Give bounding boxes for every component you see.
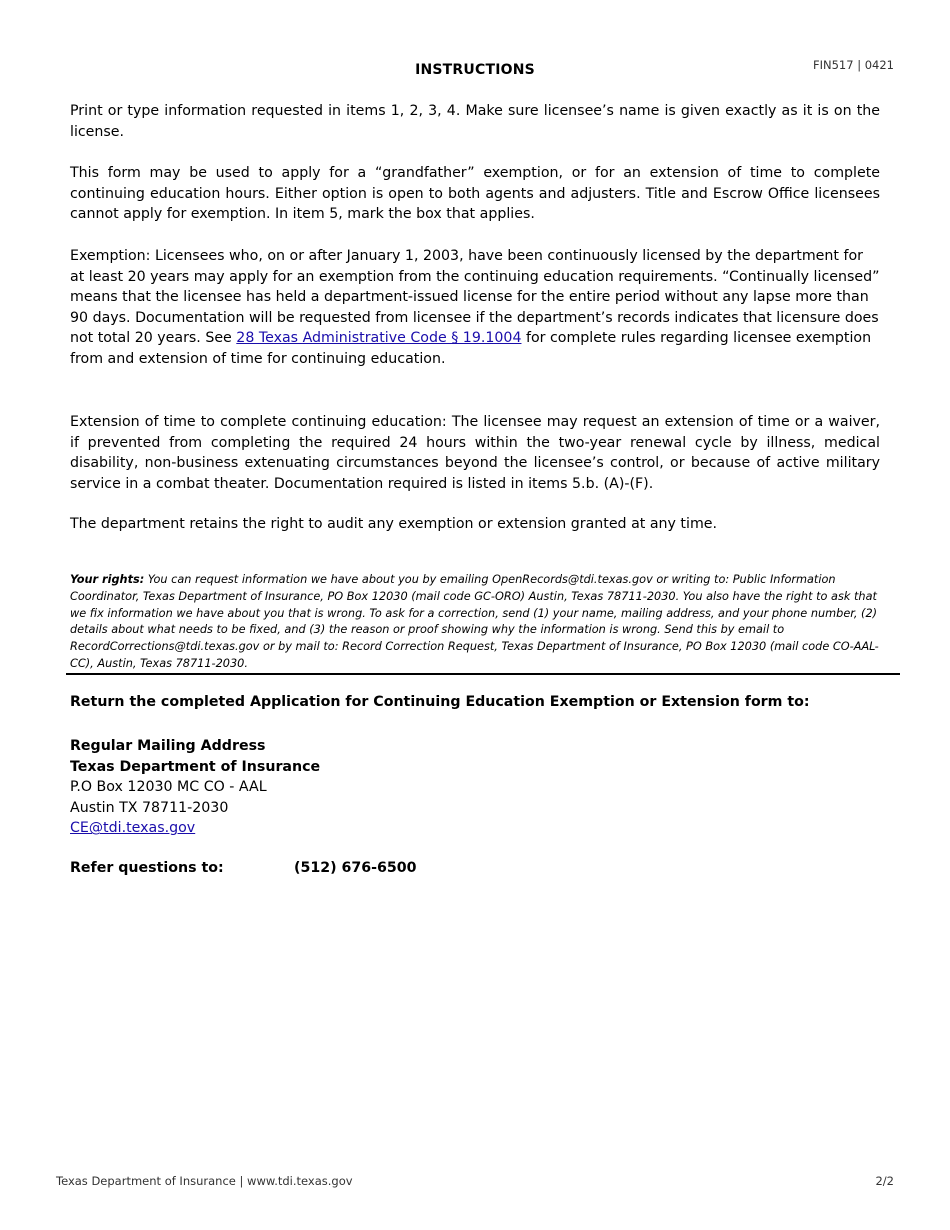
your-rights-notice (70, 572, 882, 673)
questions-phone: (512) 676-6500 (294, 860, 417, 876)
instruction-paragraph-extension: Extension of time to complete continuing education: The licensee may request an extension of time or a waiver, if prevented from completing the required 24 hours within the two-year renewal cycle by illness, medical disability, non-business extenuating circumstances beyond the licensee’s control, or because of active military service in a combat theater. Documentation required is listed in items 5.b. (A)-(F). (70, 414, 880, 492)
address-heading: Regular Mailing Address (70, 738, 266, 754)
your-rights-text: You can request information we have about you by emailing OpenRecords@tdi.texas.gov or writing to: Public Information Coordinator, Texas Department of Insurance, PO Box 12030 (mail code GC-ORO) Austin, Texas 78711-2030. You also have the right to ask that we fix information we have about you that is wrong. To ask for a correction, send (1) your name, mailing address, and your phone number, (2) details about what needs to be fixed, and (3) the reason or proof showing why the information is wrong. Send this by email to RecordCorrections@tdi.texas.gov or by mail to: Record Correction Request, Texas Department of Insurance, PO Box 12030 (mail code CO-AAL-CC), Austin, Texas 78711-2030. (70, 573, 879, 670)
address-org: Texas Department of Insurance (70, 758, 321, 775)
exemption-text-after: for complete rules regarding licensee exemption from and extension of time for continuing education. (70, 330, 872, 367)
address-line-1: P.O Box 12030 MC CO - AAL (70, 779, 267, 796)
page-number: 2/2 (875, 1174, 894, 1188)
page-title: INSTRUCTIONS (415, 62, 535, 78)
tac-rule-link[interactable]: 28 Texas Administrative Code § 19.1004 (236, 330, 522, 347)
instruction-paragraph-audit: The department retains the right to audit any exemption or extension granted at any time. (70, 516, 717, 532)
exemption-text-before: Exemption: Licensees who, on or after January 1, 2003, have been continuously licensed by the department for at least 20 years may apply for an exemption from the continuing education requirements. “Continually licensed” means that the licensee has held a department-issued license for the entire period without any lapse more than 90 days. Documentation will be requested from licensee if the department’s records indicates that licensure does not total 20 years. See (70, 248, 880, 347)
form-code: FIN517 | 0421 (812, 58, 894, 72)
instruction-paragraph-items: Print or type information requested in items 1, 2, 3, 4. Make sure licensee’s name is given exactly as it is on the license. (70, 103, 880, 140)
return-heading: Return the completed Application for Continuing Education Exemption or Extension form to: (70, 694, 810, 710)
ce-email-link[interactable]: CE@tdi.texas.gov (70, 820, 196, 837)
mailing-address-block (70, 736, 320, 839)
instruction-paragraph-form-use: This form may be used to apply for a “grandfather” exemption, or for an extension of time to complete continuing education hours. Either option is open to both agents and adjusters. Title and Escrow Office licensees cannot apply for exemption. In item 5, mark the box that applies. (70, 165, 880, 223)
footer-org: Texas Department of Insurance | www.tdi.texas.gov (56, 1174, 353, 1188)
your-rights-label: Your rights: (70, 573, 145, 586)
questions-label: Refer questions to: (70, 860, 224, 876)
section-divider (66, 673, 900, 675)
address-line-2: Austin TX 78711-2030 (70, 799, 229, 816)
instruction-paragraph-exemption (70, 246, 880, 370)
questions-row (70, 860, 417, 876)
